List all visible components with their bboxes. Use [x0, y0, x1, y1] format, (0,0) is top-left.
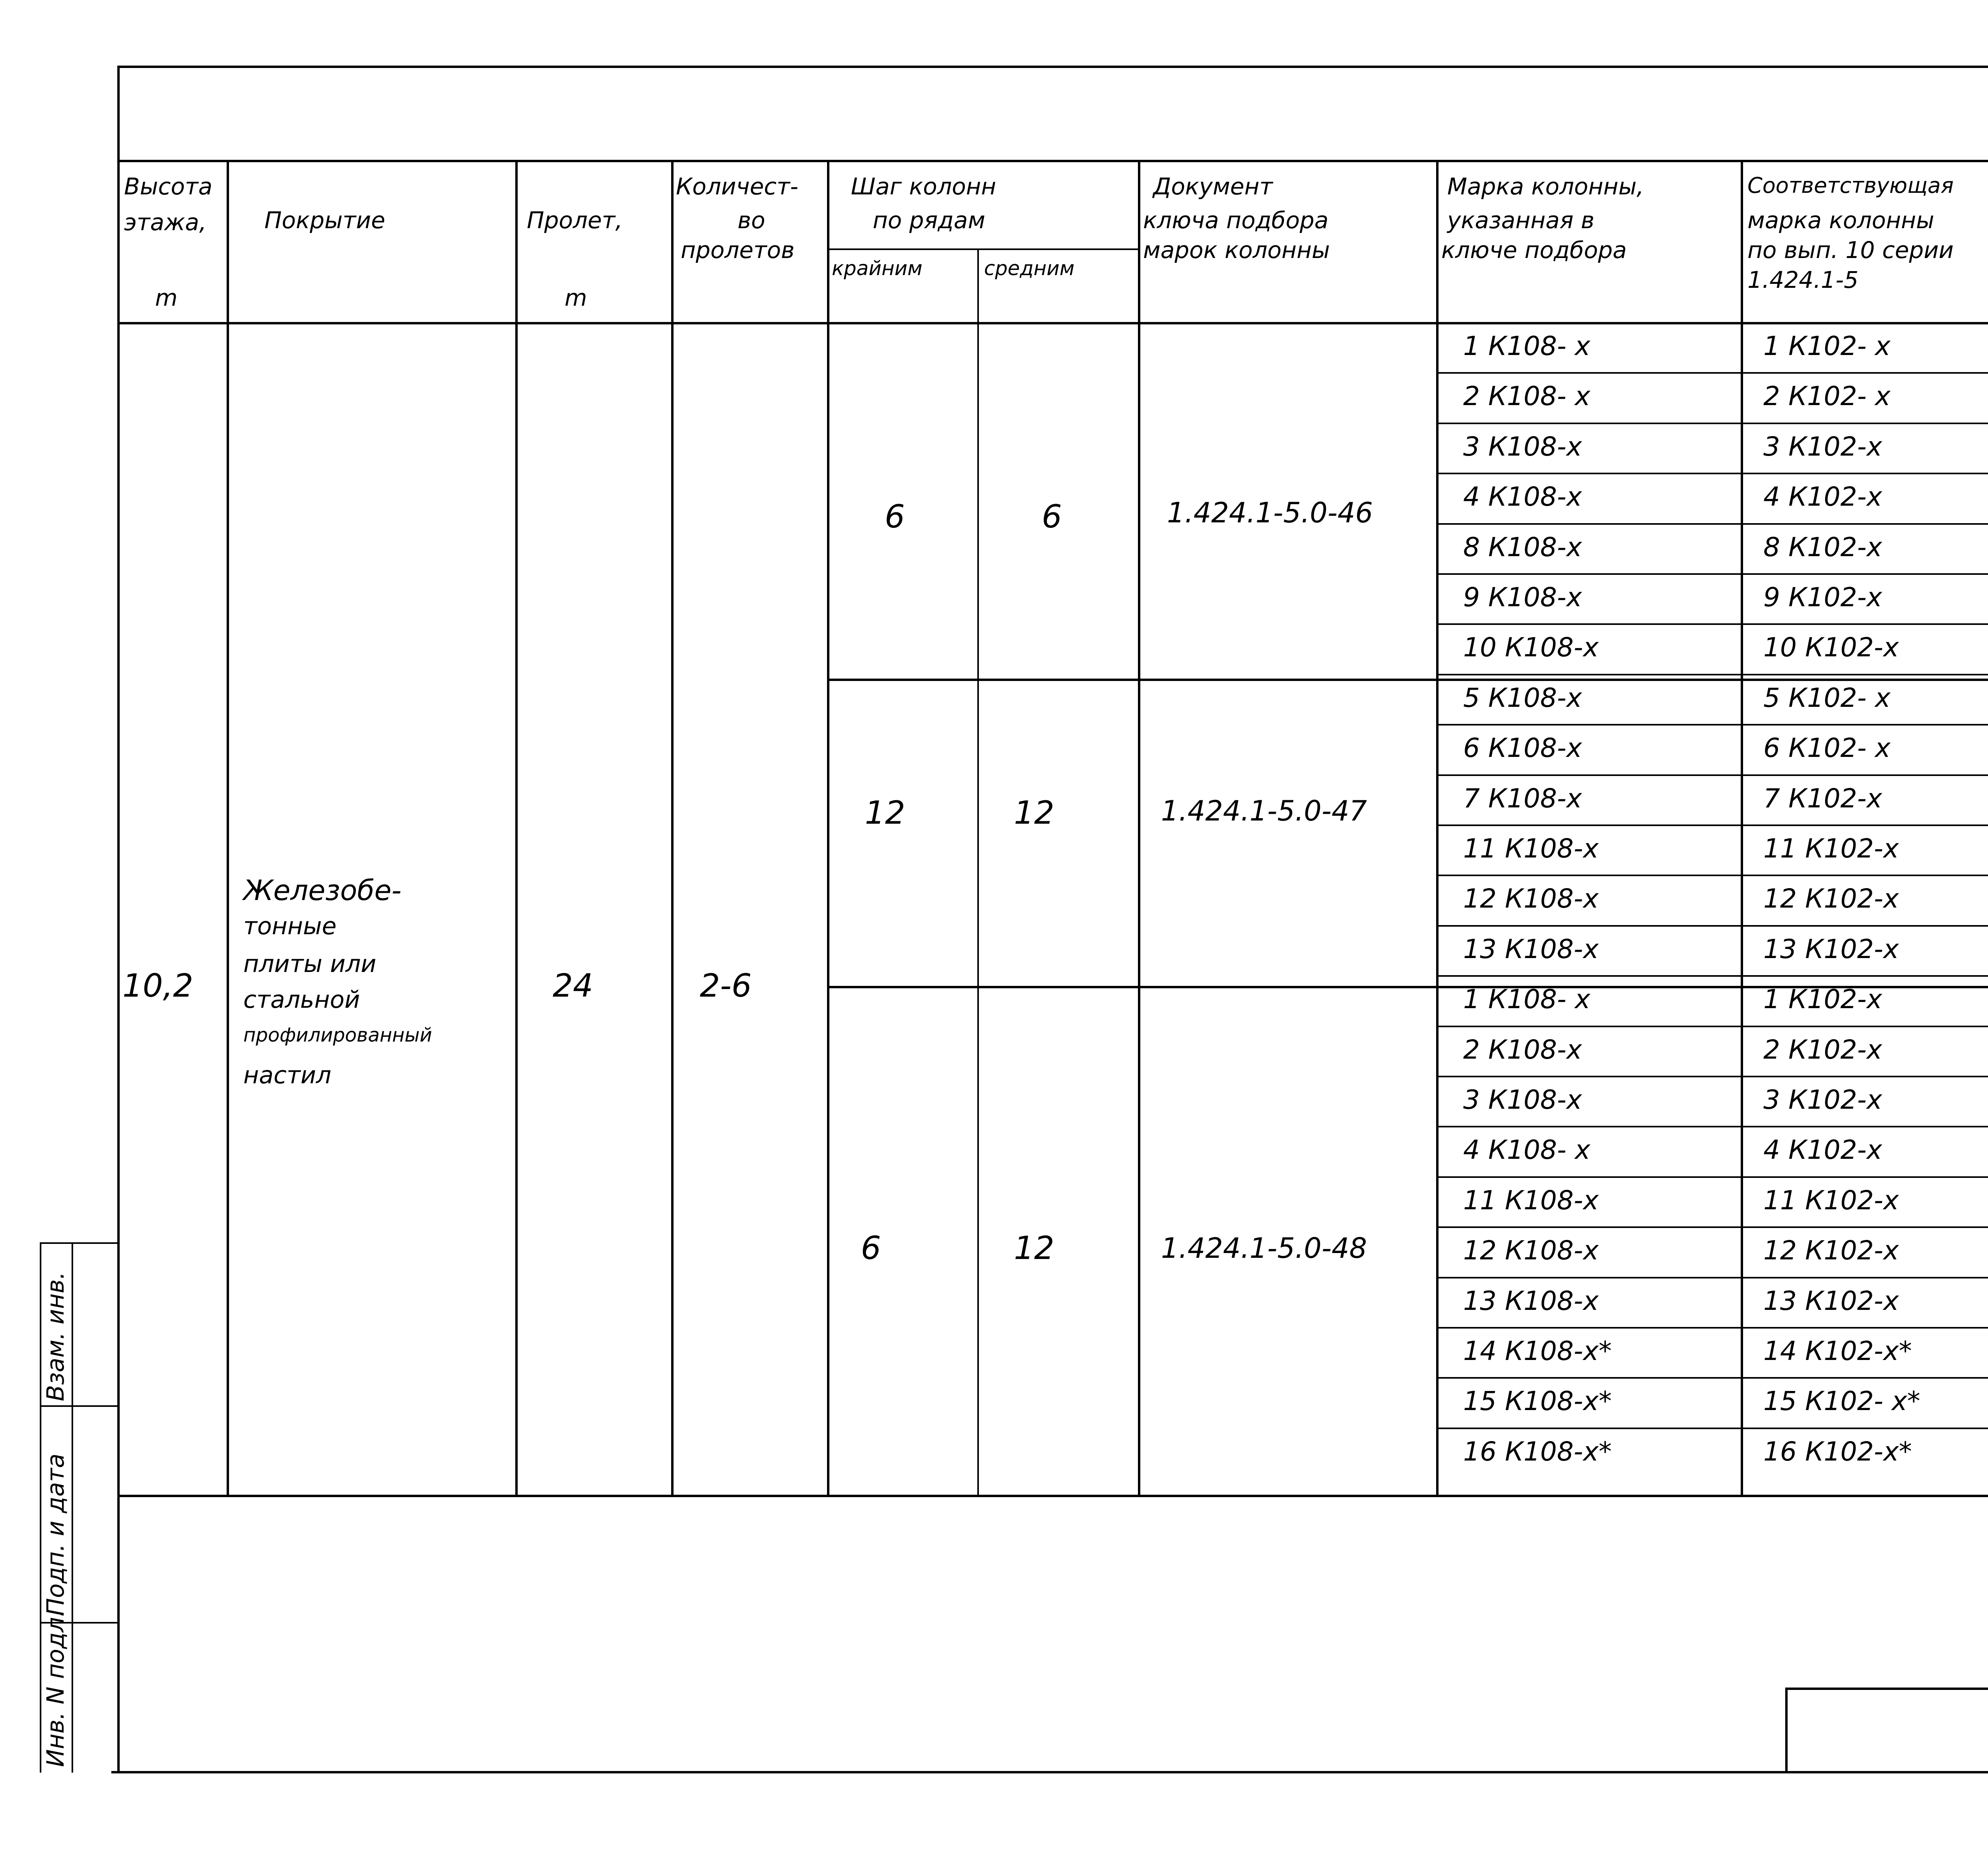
header-doc-3: марок колонны: [1143, 237, 1330, 264]
group-separator-1: [829, 679, 1988, 681]
mark-key-cell: 8 К108-х: [1463, 532, 1582, 563]
mark-row-line: [1436, 473, 1988, 474]
mark-key-cell: 16 К108-х*: [1463, 1436, 1612, 1467]
row-height: 10,2: [122, 967, 194, 1004]
group3-edge: 6: [861, 1230, 881, 1267]
mark-row-line: [1436, 623, 1988, 625]
row-roof-1: Железобе-: [243, 874, 402, 907]
mark-series-cell: 8 К102-х: [1763, 532, 1882, 563]
mark-series-cell: 12 К102-х: [1763, 883, 1899, 914]
mark-series-cell: 15 К102- х*: [1763, 1386, 1920, 1417]
header-count-2: во: [738, 207, 765, 234]
mark-key-cell: 6 К108-х: [1463, 733, 1582, 764]
mark-series-cell: 13 К102-х: [1763, 1285, 1899, 1316]
header-span-unit: m: [565, 284, 587, 311]
mark-key-cell: 1 К108- х: [1463, 984, 1590, 1015]
row-roof-5: профилированный: [243, 1024, 432, 1046]
mark-row-line: [1436, 1428, 1988, 1429]
mark-key-cell: 10 К108-х: [1463, 632, 1599, 663]
mark-key-cell: 5 К108-х: [1463, 682, 1582, 713]
col-line-6: [1138, 160, 1140, 1496]
mark-key-cell: 2 К108-х: [1463, 1034, 1582, 1065]
header-count-3: пролетов: [681, 237, 795, 264]
mark-series-cell: 1 К102- х: [1763, 331, 1891, 361]
mark-row-line: [1436, 774, 1988, 776]
mark-key-cell: 13 К108-х: [1463, 1285, 1599, 1316]
group1-edge: 6: [885, 498, 905, 535]
header-mark-series-4: 1.424.1-5: [1747, 266, 1859, 293]
mark-key-cell: 1 К108- х: [1463, 331, 1590, 361]
side-label-sign: Подп. и дата: [42, 1453, 70, 1616]
row-roof-6: настил: [243, 1061, 332, 1089]
mark-series-cell: 12 К102-х: [1763, 1235, 1899, 1266]
col-line-8: [1741, 160, 1743, 1496]
header-bottom-line: [119, 322, 1988, 324]
mark-row-line: [1436, 1126, 1988, 1127]
side-strip-line-1: [40, 1242, 117, 1244]
mark-row-line: [1436, 724, 1988, 725]
mark-series-cell: 5 К102- х: [1763, 682, 1891, 713]
header-doc-1: Документ: [1153, 173, 1273, 200]
mark-key-cell: 15 К108-х*: [1463, 1386, 1612, 1417]
mark-series-cell: 4 К102-х: [1763, 481, 1882, 512]
header-mark-key-2: указанная в: [1447, 207, 1595, 234]
header-span-1: Пролет,: [527, 207, 623, 234]
header-pitch-1: Шаг колонн: [851, 173, 996, 200]
row-count: 2-6: [700, 967, 752, 1004]
mark-row-line: [1436, 824, 1988, 826]
mark-series-cell: 2 К102- х: [1763, 381, 1891, 412]
group2-doc: 1.424.1-5.0-47: [1161, 795, 1367, 827]
table-top-line: [119, 160, 1988, 162]
mark-series-cell: 11 К102-х: [1763, 833, 1899, 864]
mark-series-cell: 2 К102-х: [1763, 1034, 1882, 1065]
table-bottom-line: [119, 1495, 1988, 1497]
side-label-replace: Взам. инв.: [42, 1272, 70, 1401]
header-count-1: Количест-: [676, 173, 798, 200]
col-line-3: [671, 160, 674, 1496]
stamp-top-line: [1785, 1688, 1988, 1690]
col-line-5: [977, 248, 979, 1496]
col-line-4: [827, 160, 829, 1496]
mark-key-cell: 11 К108-х: [1463, 833, 1599, 864]
header-pitch-mid: средним: [984, 257, 1075, 280]
mark-series-cell: 14 К102-х*: [1763, 1336, 1912, 1366]
header-doc-2: ключа подбора: [1143, 207, 1329, 234]
mark-series-cell: 7 К102-х: [1763, 783, 1882, 814]
header-mark-key-1: Марка колонны,: [1447, 173, 1644, 200]
header-mark-key-3: ключе подбора: [1441, 237, 1627, 264]
row-roof-4: стальной: [243, 986, 360, 1014]
header-pitch-2: по рядам: [873, 207, 985, 234]
col-line-1: [227, 160, 229, 1496]
mark-row-line: [1436, 1076, 1988, 1077]
mark-row-line: [1436, 523, 1988, 525]
mark-key-cell: 14 К108-х*: [1463, 1336, 1612, 1366]
mark-row-line: [1436, 875, 1988, 876]
mark-key-cell: 3 К108-х: [1463, 1084, 1582, 1115]
header-mark-series-1: Соответствующая: [1747, 173, 1954, 198]
frame-bottom: [111, 1771, 1988, 1773]
mark-series-cell: 16 К102-х*: [1763, 1436, 1912, 1467]
mark-row-line: [1436, 573, 1988, 575]
group2-edge: 12: [865, 794, 905, 831]
header-roof: Покрытие: [264, 207, 385, 234]
row-roof-3: плиты или: [243, 950, 377, 978]
mark-row-line: [1436, 372, 1988, 374]
mark-series-cell: 11 К102-х: [1763, 1185, 1899, 1216]
mark-series-cell: 3 К102-х: [1763, 431, 1882, 462]
mark-key-cell: 13 К108-х: [1463, 933, 1599, 964]
mark-row-line: [1436, 1377, 1988, 1379]
group3-mid: 12: [1014, 1230, 1054, 1267]
mark-row-line: [1436, 975, 1988, 977]
mark-key-cell: 12 К108-х: [1463, 883, 1599, 914]
stamp-left-line: [1785, 1688, 1788, 1773]
mark-key-cell: 12 К108-х: [1463, 1235, 1599, 1266]
mark-row-line: [1436, 1226, 1988, 1228]
side-strip-left-line: [40, 1242, 41, 1773]
mark-key-cell: 9 К108-х: [1463, 582, 1582, 613]
mark-key-cell: 7 К108-х: [1463, 783, 1582, 814]
side-strip-mid-line: [72, 1242, 73, 1773]
group3-doc: 1.424.1-5.0-48: [1161, 1232, 1367, 1265]
col-line-7: [1436, 160, 1439, 1496]
mark-series-cell: 9 К102-х: [1763, 582, 1882, 613]
header-mark-series-2: марка колонны: [1747, 207, 1934, 234]
frame-top: [119, 66, 1988, 68]
mark-row-line: [1436, 674, 1988, 675]
mark-series-cell: 10 К102-х: [1763, 632, 1899, 663]
mark-series-cell: 6 К102- х: [1763, 733, 1891, 764]
side-label-inv: Инв. N подл.: [42, 1609, 70, 1767]
mark-row-line: [1436, 1026, 1988, 1027]
mark-row-line: [1436, 1277, 1988, 1278]
pitch-subheader-line: [829, 248, 1139, 250]
group2-mid: 12: [1014, 794, 1054, 831]
mark-key-cell: 11 К108-х: [1463, 1185, 1599, 1216]
side-strip-line-2: [40, 1405, 117, 1407]
row-span: 24: [553, 967, 593, 1004]
mark-series-cell: 13 К102-х: [1763, 933, 1899, 964]
col-line-2: [515, 160, 518, 1496]
group1-doc: 1.424.1-5.0-46: [1167, 497, 1373, 529]
group1-mid: 6: [1042, 498, 1062, 535]
mark-row-line: [1436, 925, 1988, 927]
mark-series-cell: 4 К102-х: [1763, 1135, 1882, 1166]
header-height-unit: m: [155, 284, 178, 311]
mark-key-cell: 4 К108-х: [1463, 481, 1582, 512]
mark-key-cell: 4 К108- х: [1463, 1135, 1590, 1166]
mark-key-cell: 3 К108-х: [1463, 431, 1582, 462]
header-height-1: Высота: [124, 173, 213, 200]
mark-series-cell: 1 К102-х: [1763, 984, 1882, 1015]
mark-row-line: [1436, 423, 1988, 424]
header-pitch-edge: крайним: [832, 257, 922, 280]
mark-row-line: [1436, 1327, 1988, 1329]
mark-row-line: [1436, 1176, 1988, 1178]
header-mark-series-3: по вып. 10 серии: [1747, 237, 1954, 264]
mark-series-cell: 3 К102-х: [1763, 1084, 1882, 1115]
row-roof-2: тонные: [243, 912, 337, 940]
mark-key-cell: 2 К108- х: [1463, 381, 1590, 412]
header-height-2: этажа,: [124, 209, 207, 236]
